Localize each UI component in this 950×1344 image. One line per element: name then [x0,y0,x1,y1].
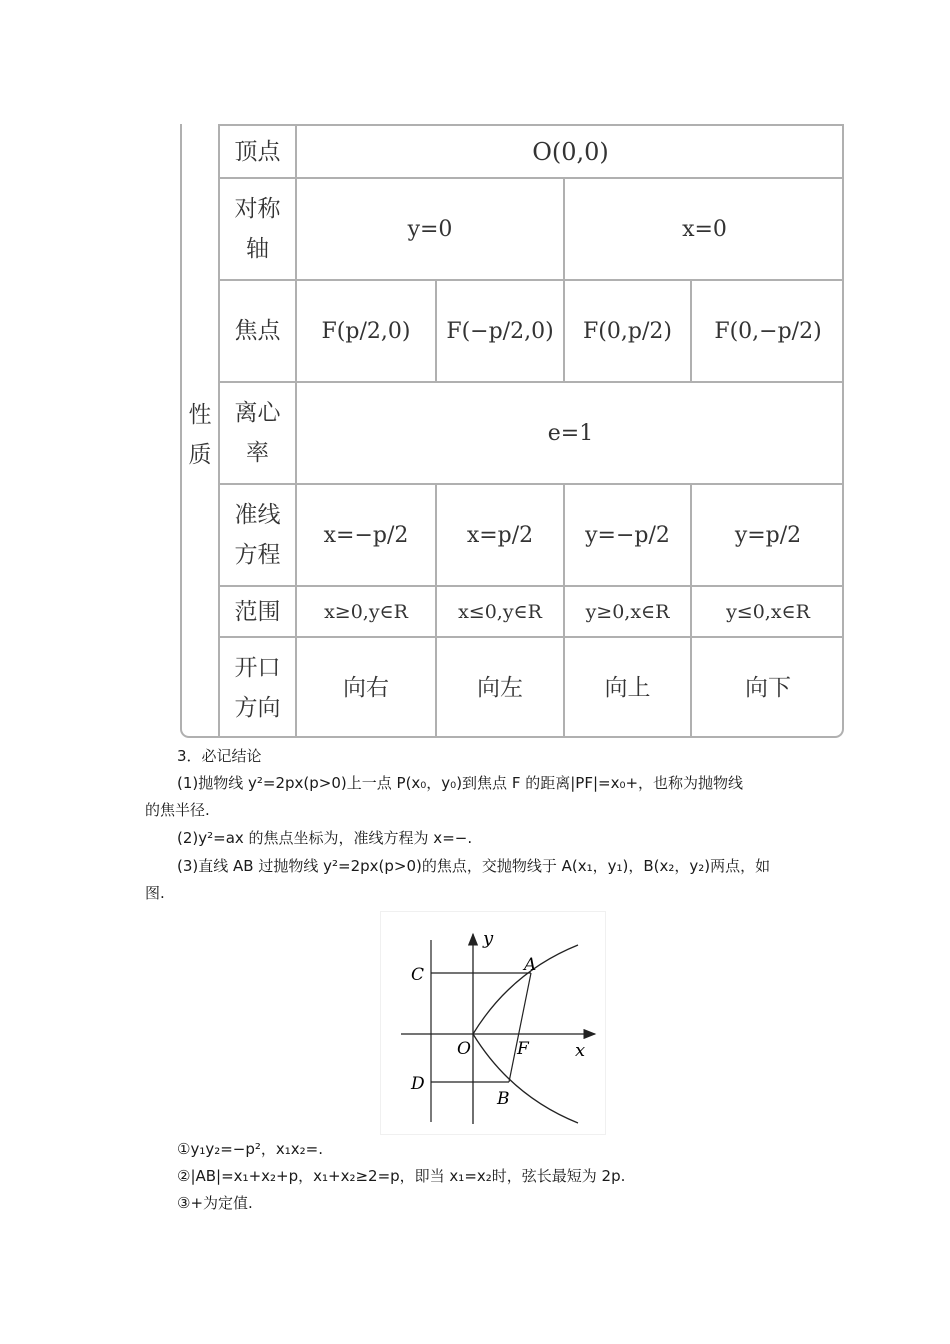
directrix-value: y=−p/2 [585,522,670,548]
range-value: x≤0,y∈R [458,600,542,623]
cell-range-4 [692,587,844,636]
label-y: y [483,928,494,949]
cell-vertex [297,126,844,178]
cell-range-2 [437,587,563,636]
cell-focus-1 [297,281,435,381]
label-d: D [411,1074,425,1094]
eccentricity-value: e=1 [547,420,594,446]
cell-directrix-1 [297,485,435,585]
cell-opening-3 [565,638,690,738]
label-b: B [497,1089,510,1109]
cell-range-1 [297,587,435,636]
opening-value: 向下 [745,675,791,701]
section-label-text: 性质 [188,402,212,468]
axis-value: y=0 [407,216,453,242]
vertex-value: O(0,0) [532,138,609,166]
row-label-focus [220,281,295,381]
cell-opening-1 [297,638,435,738]
range-value: y≥0,x∈R [585,600,670,623]
directrix-value: x=p/2 [466,522,534,548]
label-c: C [411,965,425,985]
cell-axis-1 [297,179,563,279]
row-label-text: 离心 [234,400,281,426]
result-3: ③+为定值. [177,1194,253,1212]
cell-opening-2 [437,638,563,738]
cell-focus-4 [692,281,844,381]
row-label-axis [220,179,295,279]
conclusion-1-line2: 的焦半径. [145,801,210,819]
axis-value: x=0 [682,216,727,242]
row-label-text: 轴 [246,236,269,262]
label-x: x [575,1040,586,1061]
row-label-text: 顶点 [234,139,281,165]
row-label-text: 方程 [234,542,281,568]
label-o: O [457,1039,471,1059]
cell-focus-2 [437,281,563,381]
cell-focus-3 [565,281,690,381]
focus-value: F(0,p/2) [583,318,672,344]
row-label-text: 范围 [234,598,281,625]
cell-directrix-4 [692,485,844,585]
conclusion-2: (2)y²=ax 的焦点坐标为，准线方程为 x=−. [177,829,473,847]
row-label-opening [220,638,295,738]
conclusion-3-line1: (3)直线 AB 过抛物线 y²=2px(p>0)的焦点，交抛物线于 A(x₁，y₁)，B(x₂，y₂)两点，如 [177,857,771,875]
conclusion-1-line1: (1)抛物线 y²=2px(p>0)上一点 P(x₀，y₀)到焦点 F 的距离|PF|=x₀+，也称为抛物线 [177,774,744,792]
cell-range-3 [565,587,690,636]
chord-ab [509,973,531,1082]
row-label-text: 率 [246,440,269,466]
result-2: ②|AB|=x₁+x₂+p，x₁+x₂≥2=p，即当 x₁=x₂时，弦长最短为 2p. [177,1167,626,1185]
cell-eccentricity [297,383,844,483]
parabola-figure [381,912,605,1134]
row-label-directrix [220,485,295,585]
row-label-text: 方向 [234,695,281,721]
opening-value: 向左 [477,675,523,701]
section-label [180,395,220,475]
row-label-vertex [220,126,295,178]
focus-value: F(0,−p/2) [714,318,822,344]
conclusion-3-line2: 图. [145,884,165,902]
opening-value: 向右 [343,675,389,701]
result-1: ①y₁y₂=−p²，x₁x₂=. [177,1140,324,1158]
cell-opening-4 [692,638,844,738]
range-value: y≤0,x∈R [726,600,810,623]
label-f: F [517,1039,529,1059]
section-heading: 3．必记结论 [177,747,262,765]
row-label-eccentricity [220,383,295,483]
row-label-text: 开口 [234,655,281,681]
opening-value: 向上 [604,675,651,701]
row-label-range [220,587,295,636]
parabola-diagram [381,912,605,1134]
focus-value: F(−p/2,0) [446,318,554,344]
row-label-text: 焦点 [234,318,281,344]
label-a: A [524,955,537,975]
directrix-value: y=p/2 [734,522,802,548]
cell-axis-2 [565,179,844,279]
focus-value: F(p/2,0) [321,318,411,344]
cell-directrix-3 [565,485,690,585]
row-label-text: 准线 [234,502,281,528]
cell-directrix-2 [437,485,563,585]
range-value: x≥0,y∈R [324,600,408,623]
directrix-value: x=−p/2 [323,522,409,548]
row-label-text: 对称 [234,196,281,222]
